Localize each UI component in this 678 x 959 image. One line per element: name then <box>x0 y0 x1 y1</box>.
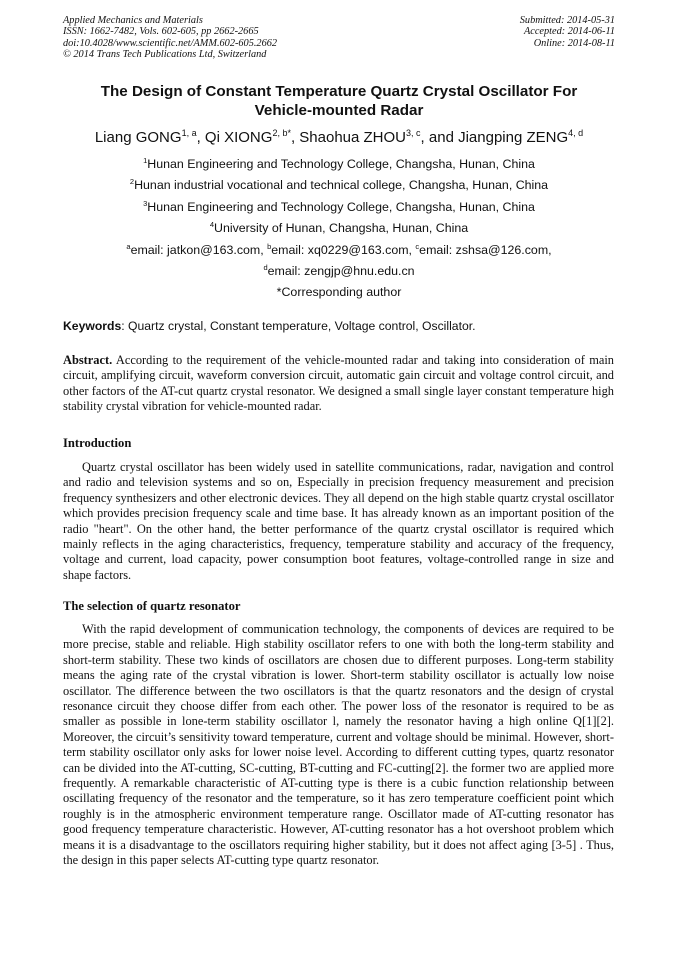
keywords-text: : Quartz crystal, Constant temperature, Voltage control, Oscillator. <box>121 319 476 333</box>
keywords <box>63 318 618 334</box>
journal-copyright: © 2014 Trans Tech Publications Ltd, Switzerland <box>63 48 267 60</box>
submitted-date: Submitted: 2014-05-31 <box>519 15 615 26</box>
online-date: Online: 2014-08-11 <box>533 37 615 49</box>
author-name: Liang GONG <box>94 129 182 146</box>
email-a: email: jatkon@163.com, <box>130 242 268 257</box>
keywords-label: Keywords <box>63 319 122 333</box>
journal-info <box>63 15 277 60</box>
affiliation-text: Hunan Engineering and Technology College, Changsha, Hunan, China <box>147 199 535 214</box>
affiliation-mark: 3 <box>143 198 148 208</box>
paper-title: The Design of Constant Temperature Quartz Crystal Oscillator For Vehicle-mounted Radar <box>100 83 578 119</box>
email-line <box>40 240 638 261</box>
accepted-date: Accepted: 2014-06-11 <box>523 26 615 38</box>
abstract-label: Abstract. <box>63 353 113 367</box>
affiliation <box>40 154 638 175</box>
submission-dates <box>520 15 615 49</box>
affiliation-mark: 1 <box>143 156 148 165</box>
affiliation-text: Hunan Engineering and Technology College, Changsha, Hunan, China <box>147 157 535 171</box>
affiliation-mark: 4 <box>209 220 214 230</box>
selection-paragraph: With the rapid development of communication technology, the components of devices are required to be more precise, stable and reliable. High stability oscillator refers to one with both the long-term stability and short-term stability. These two kinds of oscillators are chosen due to different purposes. Long-term stability means the aging rate of the crystal vibration is lower. Short-term stability oscillator is actually low noise oscillator. The difference between the two oscillators is that the quartz resonators and the design of crystal resonance circuit they choose differ from each other. The power loss of the resonator is required to be as smaller as possible in lone-term stability oscillator l, namely the resonator having a high online Q[1][2]. Moreover, the circuit’s sensitivity toward temperature, current and voltage should be minimal. However, short-term stability oscillator only asks for lower noise level. According to different cutting types, quartz resonator can be divided into the AT-cutting, SC-cutting, BT-cutting and FC-cutting[2]. the former two are applied more frequently. A remarkable characteristic of AT-cutting type is there is a cubic function relationship between oscillating frequency of the resonator and the temperature, so it has zero temperature coefficient point which roughly is in the atmospheric environment temperature range. Oscillator made of AT-cutting resonator has good frequency temperature characteristic. However, AT-cutting resonator has a hot overshoot problem which means it is a disadvantage to the oscillators requiring higher stability, but it does not affect aging [3-5] . Thus, the design in this paper selects AT-cutting type quartz resonator. <box>63 622 614 868</box>
affiliation <box>40 218 638 239</box>
affiliation-text: University of Hunan, Changsha, Hunan, China <box>214 221 469 236</box>
affiliation-text: Hunan industrial vocational and technical college, Changsha, Hunan, China <box>134 178 549 193</box>
author-name: Jiangping ZENG <box>458 129 569 146</box>
affiliation <box>40 175 638 196</box>
author-name: Shaohua ZHOU <box>299 129 407 146</box>
author-separator: , <box>290 129 300 146</box>
journal-name: Applied Mechanics and Materials <box>63 15 203 26</box>
affiliation-list <box>40 154 638 304</box>
author-list <box>20 128 658 148</box>
author-affiliation-mark: 4, d <box>568 128 584 138</box>
affiliation <box>40 197 638 218</box>
email-b: email: xq0229@163.com, <box>271 242 416 257</box>
email-mark: d <box>263 263 268 273</box>
email-c: email: zshsa@126.com, <box>419 242 552 257</box>
introduction-paragraph: Quartz crystal oscillator has been widely used in satellite communications, radar, navigation and control and radio and television systems and so on, Especially in precision frequency measurement and precision frequency synthesizers and other electronic devices. They all depend on the high stable quartz crystal oscillator which provides precision frequency scale and time base. It has already known as an important position of the radio "heart". On the other hand, the better performance of the quartz crystal oscillator is required which mainly reflects in the aging characteristics, frequency, temperature stability and accuracy of the frequency, voltage and current, load capacity, power consumption boot features, voltage-controlled range in size and shape factors. <box>63 460 614 582</box>
section-heading-introduction: Introduction <box>63 436 132 450</box>
journal-issn: ISSN: 1662-7482, Vols. 602-605, pp 2662-2665 <box>63 26 259 38</box>
email-line <box>40 261 638 282</box>
section-heading-selection: The selection of quartz resonator <box>63 599 241 613</box>
email-mark: b <box>267 241 272 251</box>
email-mark: a <box>126 241 131 251</box>
affiliation-mark: 2 <box>129 177 135 187</box>
journal-doi: doi:10.4028/www.scientific.net/AMM.602-605.2662 <box>63 37 278 49</box>
author-affiliation-mark: 3, c <box>406 128 421 138</box>
author-affiliation-mark: 1, a <box>181 128 197 138</box>
author-name: Qi XIONG <box>204 129 273 146</box>
corresponding-author-note: *Corresponding author <box>276 285 402 300</box>
abstract-text: According to the requirement of the vehicle-mounted radar and taking into consideration of main circuit, amplifying circuit, waveform conversion circuit, automatic gain circuit and voltage control circuit, and other factors of the AT-cut quartz crystal resonator. We designed a small single layer constant temperature high stability crystal vibration for vehicle-mounted radar. <box>63 353 614 414</box>
author-affiliation-mark: 2, b* <box>272 128 291 138</box>
email-d: email: zengjp@hnu.edu.cn <box>267 264 415 279</box>
author-separator: , and <box>420 129 459 146</box>
email-mark: c <box>415 241 420 251</box>
abstract <box>63 353 614 415</box>
author-separator: , <box>196 129 205 146</box>
